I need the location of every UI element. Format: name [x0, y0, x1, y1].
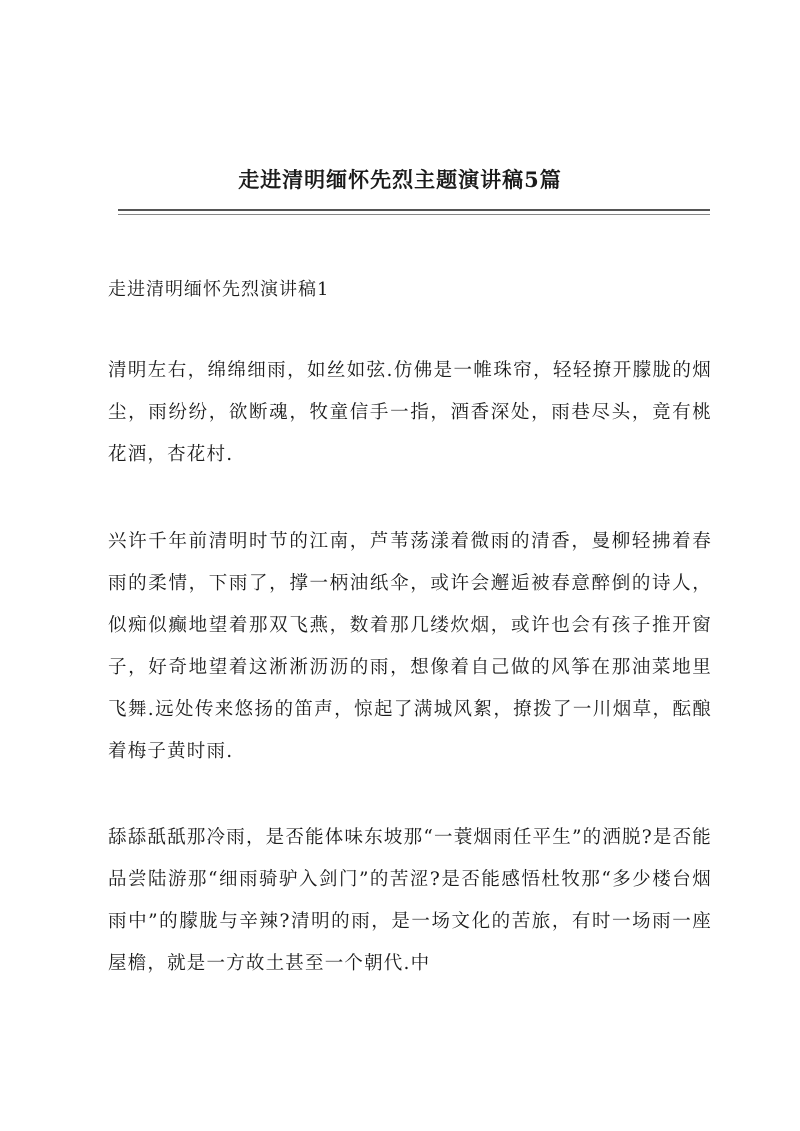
document-title: 走进清明缅怀先烈主题演讲稿5篇 — [238, 167, 562, 192]
paragraph-3: 舔舔舐舐那冷雨，是否能体味东坡那“一蓑烟雨任平生”的洒脱?是否能品尝陆游那“细雨骑驴入剑门”的苦涩?是否能感悟杜牧那“多少楼台烟雨中”的朦胧与辛辣?清明的雨，是一场文化的苦旅，有时一场雨一座屋檐，就是一方故土甚至一个朝代.中 — [108, 827, 712, 974]
title-divider-thin — [118, 214, 710, 215]
title-divider — [118, 209, 710, 211]
paragraph-1: 清明左右，绵绵细雨，如丝如弦.仿佛是一帷珠帘，轻轻撩开朦胧的烟尘，雨纷纷，欲断魂，牧童信手一指，酒香深处，雨巷尽头，竟有桃花酒，杏花村. — [108, 360, 712, 465]
section-heading: 走进清明缅怀先烈演讲稿1 — [108, 279, 330, 300]
paragraph-2: 兴许千年前清明时节的江南，芦苇荡漾着微雨的清香，曼柳轻拂着春雨的柔情，下雨了，撑一柄油纸伞，或许会邂逅被春意醉倒的诗人，似痴似癫地望着那双飞燕，数着那几缕炊烟，或许也会有孩子推开窗子，好奇地望着这淅淅沥沥的雨，想像着自己做的风筝在那油菜地里飞舞.远处传来悠扬的笛声，惊起了满城风絮，撩拨了一川烟草，酝酿着梅子黄时雨. — [108, 531, 712, 762]
